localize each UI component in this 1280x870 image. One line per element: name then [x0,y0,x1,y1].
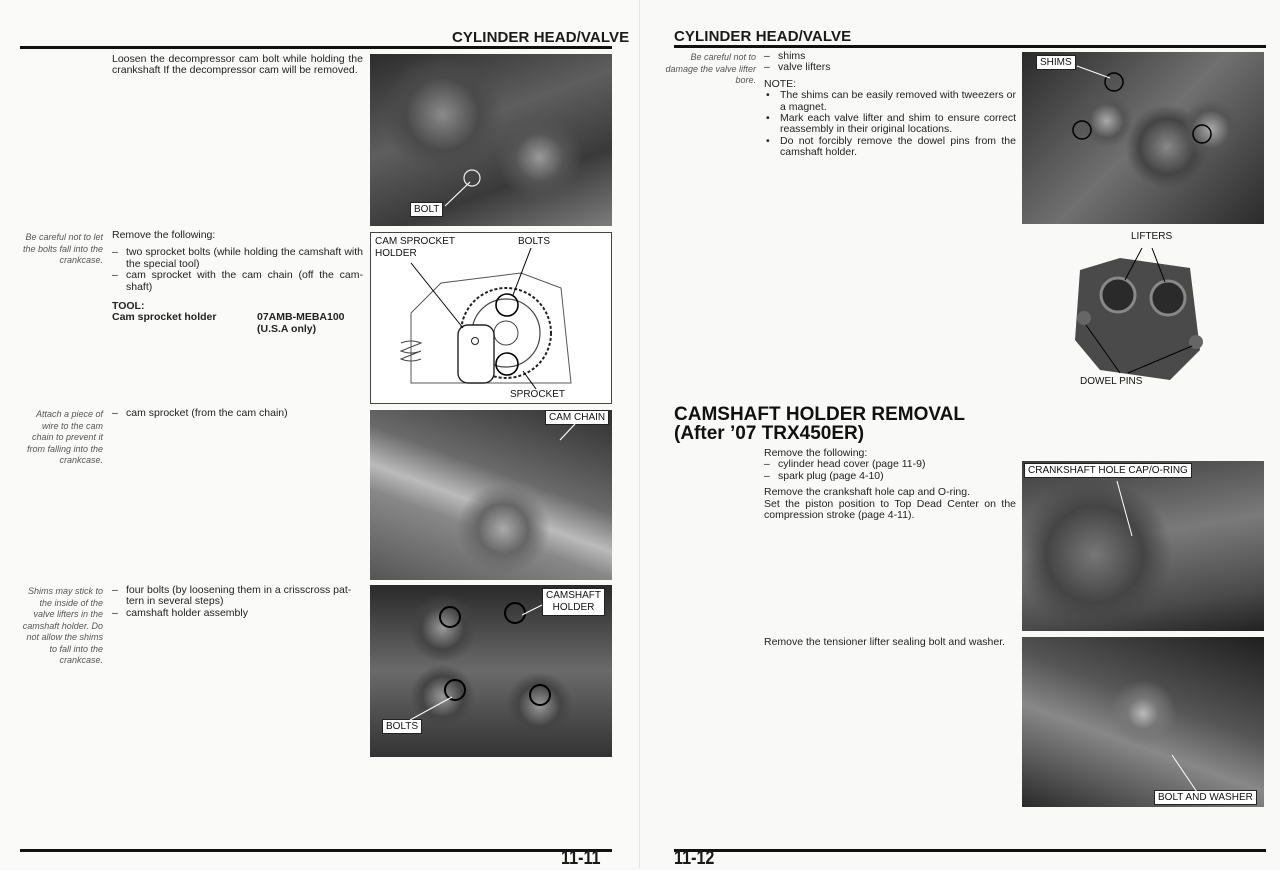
list-item: – cam sprocket (from the cam chain) [112,407,288,419]
page-number: 11-11 [561,848,601,869]
footer-rule [20,849,612,852]
photo-callout: SHIMS [1036,55,1076,70]
step-block [764,51,1016,159]
list-item: – spark plug (page 4-10) [764,469,884,482]
list-item: – cylinder head cover (page 11-9) [764,458,926,471]
step-text: Loosen the decompressor cam bolt while holding the crankshaft If the decompressor cam will be removed. [112,53,363,77]
figure-label: LIFTERS [1131,231,1173,242]
photo-callout: BOLT AND WASHER [1154,790,1257,805]
figure-label: DOWEL PINS [1080,376,1143,387]
step-block [112,408,363,419]
crankshaft-hole-cap-photo [1022,461,1264,631]
page-header-title: CYLINDER HEAD/VALVE [674,28,852,45]
leader-line-icon [1022,461,1264,631]
list-item: – four bolts (by loosening them in a crisscross pat-tern in several steps) [112,584,352,608]
footer-rule [674,849,1266,852]
list-item: – cam sprocket with the cam chain (off the cam-shaft) [112,269,363,293]
note-heading: NOTE: [764,77,797,90]
photo-callout: CAMSHAFT HOLDER [542,588,605,616]
photo-callout: BOLT [410,202,443,217]
side-note: Be careful not to let the bolts fall into the crankcase. [22,232,103,265]
step-text: Remove the tensioner lifter sealing bolt and washer. [764,636,1006,648]
photo-callout: CAM CHAIN [545,410,609,425]
step-intro: Remove the following: [112,229,216,241]
note-item: • The shims can be easily removed with tweezers or a magnet. [766,89,1016,113]
camshaft-holder-photo [370,585,612,757]
figure-label: HOLDER [375,248,417,259]
camshaft-holder-icon [1060,230,1210,390]
step-block [112,585,363,619]
decompressor-bolt-photo [370,54,612,226]
tensioner-bolt-photo [1022,637,1264,807]
page-header-title: CYLINDER HEAD/VALVE [452,29,630,46]
cam-sprocket-drawing [370,232,612,404]
side-note: Be careful not to damage the valve lifter bore. [665,52,756,85]
right-page [640,0,1280,868]
step-block [764,448,1016,521]
side-note: Shims may stick to the inside of the valve lifters in the camshaft holder. Do not allow the shims to fall into the crankcase. [22,586,103,665]
leader-line-icon [1022,637,1264,807]
leader-line-icon [370,410,612,580]
tool-row [112,312,363,323]
step-text: Set the piston position to Top Dead Center on the compression stroke (page 4-11). [764,497,1016,522]
photo-callout: CRANKSHAFT HOLE CAP/O-RING [1024,463,1192,478]
shims-photo [1022,52,1264,224]
list-item: – camshaft holder assembly [112,606,248,619]
photo-callout: BOLTS [382,719,422,734]
note-item: • Mark each valve lifter and shim to ensure correct reassembly in their original locations. [766,112,1016,136]
page-number: 11-12 [674,848,715,869]
bolt-circles-icon [370,585,612,757]
list-item: – two sprocket bolts (while holding the camshaft with the special tool) [112,246,363,270]
list-item: – valve lifters [764,61,831,74]
figure-label: CAM SPROCKET [375,236,456,247]
list-item: – shims [764,50,806,62]
tool-heading: TOOL: [112,300,145,313]
header-rule [674,45,1266,48]
step-text: Remove the crankshaft hole cap and O-ring. [764,486,971,499]
tool-name: Cam sprocket holder [112,311,217,324]
step-intro: Remove the following: [764,447,868,459]
step-block [112,230,363,335]
leader-line-icon [370,54,612,226]
section-title: CAMSHAFT HOLDER REMOVAL (After ’07 TRX450ER) [674,404,965,444]
camshaft-holder-cutout [1060,230,1210,390]
shim-circles-icon [1022,52,1264,224]
side-note: Attach a piece of wire to the cam chain to prevent it from falling into the crankcase. [26,409,103,465]
left-page [0,0,640,868]
header-rule [20,46,612,49]
tool-number: 07AMB-MEBA100 [257,311,345,324]
tool-region: (U.S.A only) [257,322,317,335]
figure-label: SPROCKET [510,389,566,400]
note-item: • Do not forcibly remove the dowel pins from the camshaft holder. [766,134,1016,159]
cam-chain-photo [370,410,612,580]
figure-label: BOLTS [518,236,551,247]
